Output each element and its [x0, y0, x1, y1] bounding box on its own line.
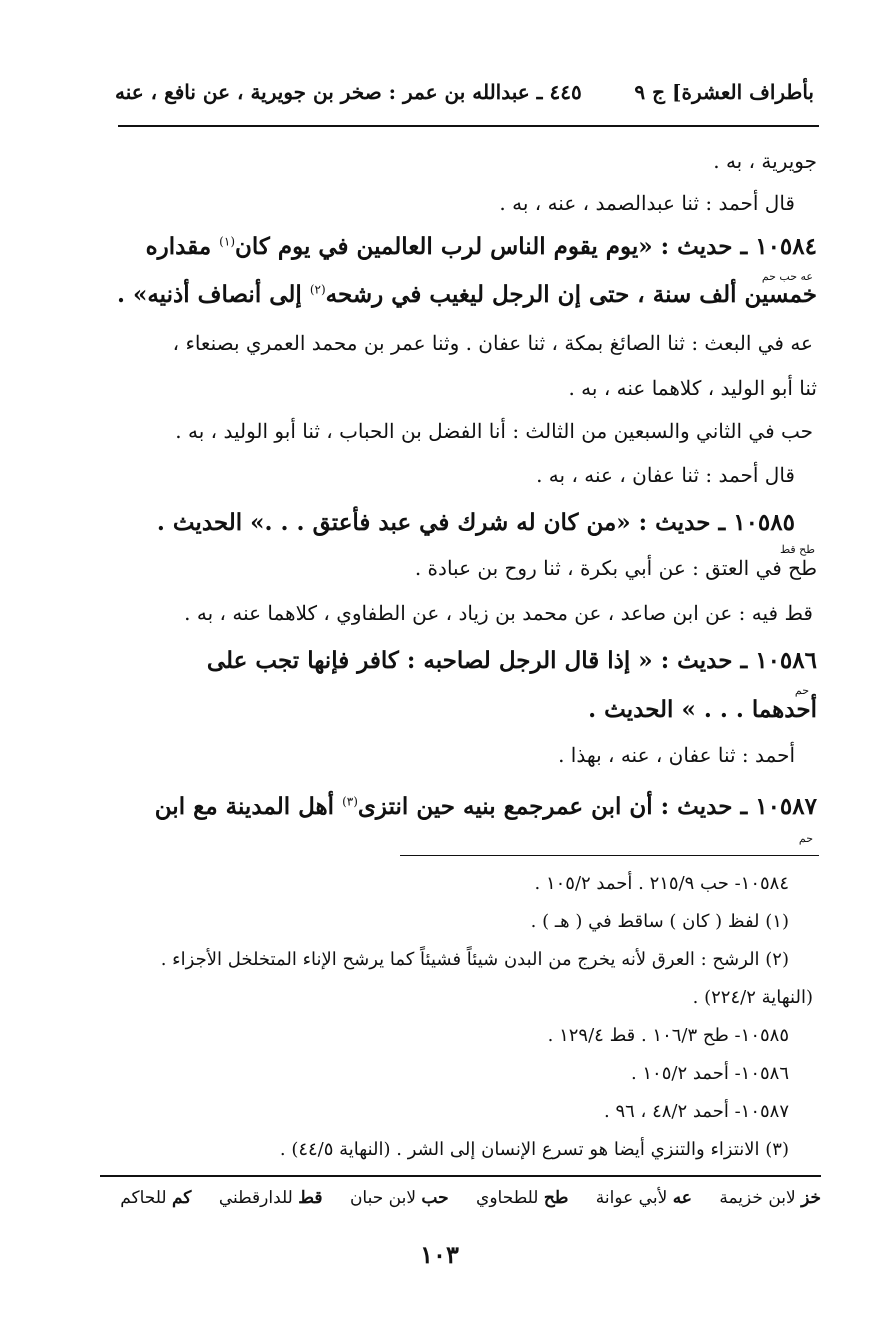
hadith-10586-line-2: أحدهما . . . » الحديث .: [588, 696, 817, 723]
header-chapter: ٤٤٥ ـ عبدالله بن عمر : صخر بن جويرية ، عن نافع ، عنه: [115, 80, 582, 104]
text-line: قال أحمد : ثنا عبدالصمد ، عنه ، به .: [499, 191, 795, 215]
text-line: جويرية ، به .: [713, 149, 817, 173]
hadith-10585-sigla: طح قط: [779, 543, 815, 556]
footnotes: [118, 0, 817, 1170]
text-line: حب في الثاني والسبعين من الثالث : أنا الفضل بن الحباب ، ثنا أبو الوليد ، به .: [175, 419, 813, 443]
legend-item: طح للطحاوي: [476, 1188, 569, 1208]
footnote: ١٠٥٨٤- حب ٢١٥/٩ . أحمد ١٠٥/٢ .: [534, 873, 789, 894]
hadith-10587-line-1: ١٠٥٨٧ ـ حديث : أن ابن عمرجمع بنيه حين انتزى$^{(٣)}$ أهل المدينة مع ابن: [154, 793, 817, 820]
legend-item: قط للدارقطني: [218, 1188, 323, 1208]
footnote: (النهاية ٢٢٤/٢) .: [692, 987, 813, 1008]
footnote: (٢) الرشح : العرق لأنه يخرج من البدن شيئاً فشيئاً كما يرشح الإناء المتخلخل الأجزاء .: [160, 949, 789, 970]
footnote: ١٠٥٨٧- أحمد ٤٨/٢ ، ٩٦ .: [604, 1101, 789, 1122]
text-line: قط فيه : عن ابن صاعد ، عن محمد بن زياد ، عن الطفاوي ، كلاهما عنه ، به .: [184, 601, 813, 625]
legend-item: حب لابن حبان: [349, 1188, 449, 1208]
header-volume: بأطراف العشرة] ج ٩: [634, 80, 814, 104]
footnote: (١) لفظ ( كان ) ساقط في ( هـ ) .: [530, 911, 789, 932]
abbreviations-legend: [100, 1188, 821, 1216]
hadith-10584-sigla: عه حب حم: [761, 270, 813, 283]
text-line: ثنا أبو الوليد ، كلاهما عنه ، به .: [568, 376, 817, 400]
legend-item: عه لأبي عوانة: [595, 1188, 692, 1208]
legend-item: خز لابن خزيمة: [719, 1188, 821, 1208]
footnote: ١٠٥٨٦- أحمد ١٠٥/٢ .: [630, 1063, 789, 1084]
hadith-10586-sigla: حم: [794, 684, 809, 697]
hadith-10584-line-1: ١٠٥٨٤ ـ حديث : «يوم يقوم الناس لرب العالمين في يوم كان$^{(١)}$ مقداره: [145, 233, 817, 260]
hadith-10585: ١٠٥٨٥ ـ حديث : «من كان له شرك في عبد فأعتق . . .» الحديث .: [156, 509, 795, 536]
legend-item: كم للحاكم: [120, 1188, 192, 1208]
footnote: (٣) الانتزاء والتنزي أيضا هو تسرع الإنسان إلى الشر . (النهاية ٤٤/٥) .: [279, 1139, 789, 1160]
hadith-10586-line-1: ١٠٥٨٦ ـ حديث : « إذا قال الرجل لصاحبه : كافر فإنها تجب على: [206, 647, 817, 674]
legend-rule: [100, 1175, 821, 1177]
text-line: أحمد : ثنا عفان ، عنه ، بهذا .: [558, 743, 795, 767]
text-line: قال أحمد : ثنا عفان ، عنه ، به .: [536, 463, 795, 487]
text-line: طح في العتق : عن أبي بكرة ، ثنا روح بن عبادة .: [414, 556, 817, 580]
text-line: عه في البعث : ثنا الصائغ بمكة ، ثنا عفان . وثنا عمر بن محمد العمري بصنعاء ،: [172, 331, 813, 355]
hadith-10584-line-2: خمسين ألف سنة ، حتى إن الرجل ليغيب في رشحه$^{(٢)}$ إلى أنصاف أذنيه» .: [116, 281, 817, 308]
hadith-10587-sigla: حم: [798, 832, 813, 845]
footnote: ١٠٥٨٥- طح ١٠٦/٣ . قط ١٢٩/٤ .: [547, 1025, 789, 1046]
page-number: ١٠٣: [420, 1240, 459, 1269]
